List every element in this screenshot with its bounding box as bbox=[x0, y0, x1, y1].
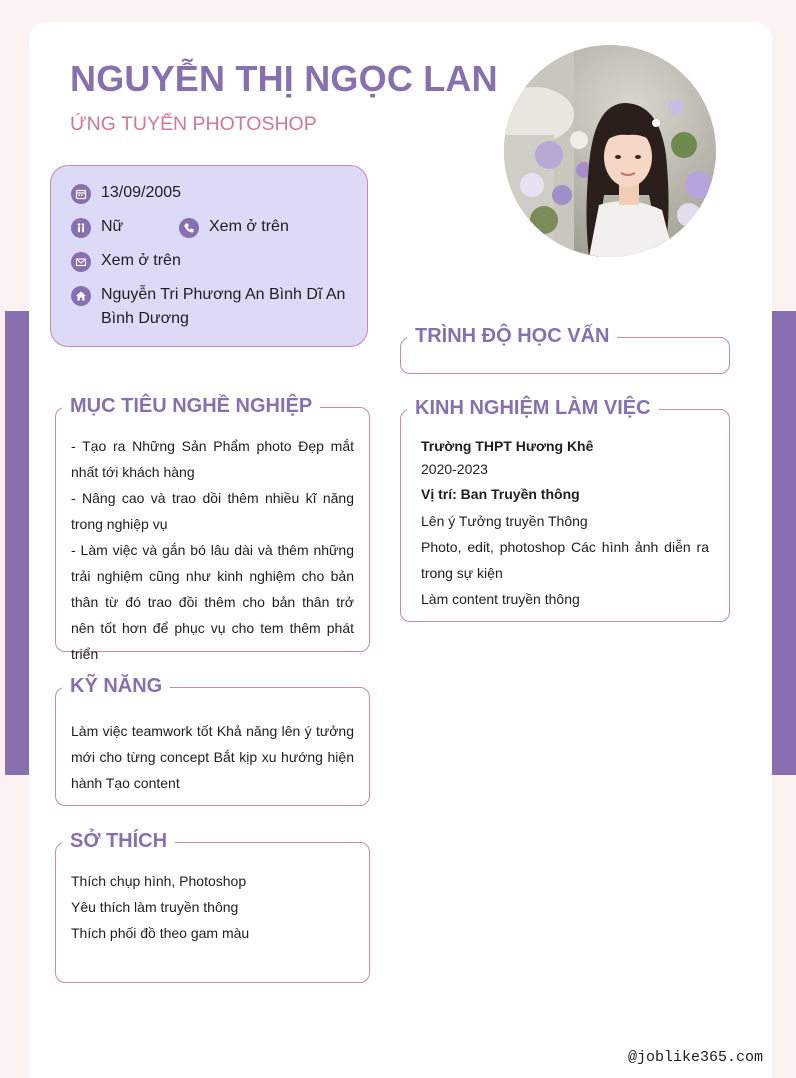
calendar-icon bbox=[71, 184, 91, 204]
objective-item: - Tạo ra Những Sản Phẩm photo Đẹp mắt nhất tới khách hàng bbox=[71, 438, 354, 480]
email-value: Xem ở trên bbox=[101, 252, 181, 269]
objective-item: - Nâng cao và trao dồi thêm nhiều kĩ năng trong nghiệp vụ bbox=[71, 490, 354, 532]
phone-value: Xem ở trên bbox=[209, 218, 289, 235]
candidate-name: NGUYỄN THỊ NGỌC LAN bbox=[70, 58, 498, 99]
job-position: ỨNG TUYỂN PHOTOSHOP bbox=[70, 113, 317, 135]
hobby-item: Thích phối đồ theo gam màu bbox=[71, 925, 250, 941]
mail-icon bbox=[71, 252, 91, 272]
birthday-value: 13/09/2005 bbox=[101, 184, 182, 201]
gender-icon bbox=[71, 218, 91, 238]
hobbies-title: SỞ THÍCH bbox=[62, 830, 175, 853]
email-row bbox=[71, 251, 181, 273]
education-title: TRÌNH ĐỘ HỌC VẤN bbox=[407, 325, 617, 348]
birthday-row bbox=[71, 183, 181, 205]
home-icon bbox=[71, 286, 91, 306]
hobby-item: Thích chụp hình, Photoshop bbox=[71, 873, 247, 889]
gender-row bbox=[71, 217, 123, 239]
address-line-1: Nguyễn Tri Phương An Bình Dĩ An bbox=[101, 286, 346, 303]
hobby-item: Yêu thích làm truyền thông bbox=[71, 899, 239, 915]
address-row bbox=[71, 285, 356, 331]
experience-company: Trường THPT Hương Khê bbox=[421, 438, 594, 454]
experience-period: 2020-2023 bbox=[421, 461, 488, 477]
objective-item: - Làm việc và gắn bó lâu dài và thêm những trải nghiệm cũng như kinh nghiệm cho bản thân từ đó trao đồi thêm cho bản thân trở nên tốt hơn để phục vụ cho tem thêm phát triển bbox=[71, 542, 354, 662]
experience-content bbox=[421, 434, 709, 612]
watermark: @joblike365.com bbox=[627, 1049, 763, 1066]
profile-photo bbox=[504, 45, 716, 257]
experience-title: KINH NGHIỆM LÀM VIỆC bbox=[407, 397, 659, 420]
experience-line: Làm content truyền thông bbox=[421, 591, 580, 607]
right-side-band bbox=[772, 311, 796, 775]
address-line-2: Bình Dương bbox=[101, 310, 189, 327]
left-side-band bbox=[5, 311, 29, 775]
experience-role: Vị trí: Ban Truyền thông bbox=[421, 486, 580, 502]
objective-content bbox=[71, 433, 354, 667]
experience-line: Photo, edit, photoshop Các hình ảnh diễn ra trong sự kiện bbox=[421, 539, 709, 581]
phone-row bbox=[179, 217, 289, 239]
skills-title: KỸ NĂNG bbox=[62, 675, 170, 698]
phone-icon bbox=[179, 218, 199, 238]
hobbies-content bbox=[71, 868, 354, 946]
gender-value: Nữ bbox=[101, 218, 124, 235]
experience-line: Lên ý Tưởng truyền Thông bbox=[421, 513, 588, 529]
skills-content: Làm việc teamwork tốt Khả năng lên ý tưởng mới cho từng concept Bắt kịp xu hướng hiện hành Tạo content bbox=[71, 723, 354, 791]
address-value bbox=[101, 283, 345, 331]
objective-title: MỤC TIÊU NGHỀ NGHIỆP bbox=[62, 395, 320, 418]
